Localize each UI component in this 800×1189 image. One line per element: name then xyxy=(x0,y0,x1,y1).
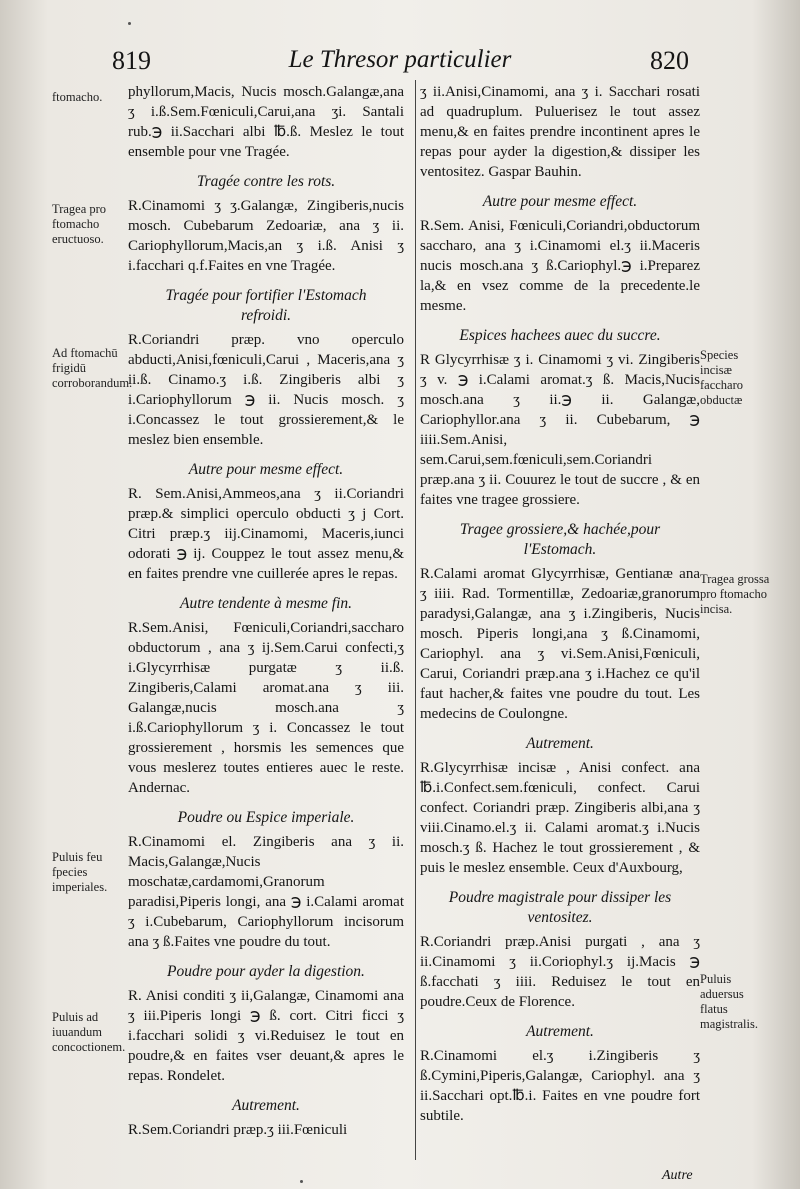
section-heading: Poudre pour ayder la digestion. xyxy=(167,963,365,980)
paragraph: R.Calami aromat Glycyrrhisæ, Gentianæ ana ʒ iiii. Rad. Tormentillæ, Zedoariæ,granorum paradysi,Galangæ, ana ʒ i.Zingiberis, Nucis mosch. Piperis longi,ana ʒ ß.Cinamomi, Cariophyl. ana ʒ vi.Sem.Anisi,Fœniculi, Carui, Coriandri præp.ana ʒ i.Hachez ce qu'il faut hacher,& faites vne poudre du tout. Les medecins de Coulongne. xyxy=(420,566,700,722)
page-number-left: 819 xyxy=(112,46,151,75)
section-heading: l'Estomach. xyxy=(523,541,597,558)
section-heading: Autre pour mesme effect. xyxy=(188,461,344,478)
ink-speck xyxy=(300,1180,303,1183)
running-header xyxy=(0,46,800,80)
paragraph: R Glycyrrhisæ ʒ i. Cinamomi ʒ vi. Zingiberis ʒ v. ℈ i.Calami aromat.ʒ ß. Macis,Nucis mosch.ana ʒ ii.℈ ii. Galangæ, Cariophyllor.ana ʒ ii. Cubebarum, ℈ iiii.Sem.Anisi, sem.Carui,sem.fœniculi,sem.Coriandri præp.ana ʒ ii. Couurez le tout de succre , & en faites vne tragee grossiere. xyxy=(420,352,700,508)
ink-speck xyxy=(128,22,131,25)
paragraph: R.Sem.Anisi, Fœniculi,Coriandri,saccharo obductorum , ana ʒ ij.Sem.Carui confecti,ʒ i.Glycyrrhisæ purgatæ ʒ ii.ß. Zingiberis,Calami aromat.ana ʒ iii. Galangæ,nucis mosch.ana ʒ i.ß.Cariophyllorum ʒ i. Concassez le tout grossierement , horsmis les semences que vous meslerez toutes entieres auec le reste. Andernac. xyxy=(128,620,404,796)
paragraph: R. Sem.Anisi,Ammeos,ana ʒ ii.Coriandri præp.& simplici operculo obducti ʒ j Cort. Citri præp.ʒ iij.Cinamomi, Maceris,iunci odorati ℈ ij. Couppez le tout assez menu,& en faites prendre vne cuillerée apres le repas. xyxy=(128,486,404,582)
paragraph: R. Anisi conditi ʒ ii,Galangæ, Cinamomi ana ʒ iii.Piperis longi ℈ ß. cort. Citri ficci ʒ i.facchari solidi ʒ vi.Reduisez le tout en poudre,& en faites vser deuant,& apres le repas. Rondelet. xyxy=(128,988,404,1084)
paragraph: R.Glycyrrhisæ incisæ , Anisi confect. ana ℔.i.Confect.sem.fœniculi, confect. Carui confect. Coriandri præp. Zingiberis albi,ana ʒ viii.Cinamo.el.ʒ ii. Calami aromat.ʒ i.Nucis mosch.ʒ ß. Hachez le tout grossierement , & puis le meslez ensemble. Ceux d'Auxbourg, xyxy=(420,760,700,876)
paragraph: R.Cinamomi el.ʒ i.Zingiberis ʒ ß.Cymini,Piperis,Galangæ, Cariophyl. ana ʒ ii.Sacchari opt.℔.i. Faites en vne poudre fort subtile. xyxy=(420,1048,700,1124)
section-heading: Autre tendente à mesme fin. xyxy=(179,595,353,612)
margin-note: ftomacho. xyxy=(52,90,103,104)
paragraph: R.Cinamomi ʒ ʒ.Galangæ, Zingiberis,nucis mosch. Cubebarum Zedoariæ, ana ʒ ii. Cariophyllorum,Macis,an ʒ i.ß. Anisi ʒ i.facchari q.f.Faites en vne Tragée. xyxy=(128,198,404,274)
page-number-right: 820 xyxy=(650,46,689,75)
section-heading: Autre pour mesme effect. xyxy=(482,193,638,210)
section-heading: Tragee grossiere,& hachée,pour xyxy=(459,521,661,538)
margin-note: Tragea pro ftomacho eructuoso. xyxy=(52,202,107,246)
paragraph: R.Sem. Anisi, Fœniculi,Coriandri,obductorum saccharo, ana ʒ i.Cinamomi el.ʒ ii.Maceris nucis mosch.ana ʒ ß.Cariophyl.℈ i.Preparez la,& en vsez comme de la precedente.le mesme. xyxy=(420,218,700,314)
margin-note: Species incisæ faccharo obductæ xyxy=(700,348,744,407)
margin-note: Puluis feu fpecies imperiales. xyxy=(52,850,108,894)
section-heading: Autrement. xyxy=(232,1097,300,1114)
paragraph: phyllorum,Macis, Nucis mosch.Galangæ,ana ʒ i.ß.Sem.Fœniculi,Carui,ana ʒi. Santali rub.℈ ii.Sacchari albi ℔.ß. Meslez le tout ensemble pour vne Tragée. xyxy=(128,84,404,160)
margin-note: Tragea grossa pro ftomacho incisa. xyxy=(700,572,770,616)
section-heading: Poudre magistrale pour dissiper les xyxy=(448,889,672,906)
paragraph: R.Coriandri præp.Anisi purgati , ana ʒ ii.Cinamomi ʒ ii.Coriophyl.ʒ ij.Macis ℈ ß.facchati ʒ iiii. Reduisez le tout en poudre.Ceux de Florence. xyxy=(420,934,700,1010)
section-heading: Autrement. xyxy=(526,1023,594,1040)
catchword: Autre xyxy=(662,1168,693,1183)
section-heading: Tragée pour fortifier l'Estomach xyxy=(165,287,367,304)
right-column xyxy=(420,82,700,1132)
section-heading: ventositez. xyxy=(527,909,593,926)
section-heading: Tragée contre les rots. xyxy=(196,173,336,190)
paragraph: R.Cinamomi el. Zingiberis ana ʒ ii. Macis,Galangæ,Nucis moschatæ,cardamomi,Granorum paradisi,Piperis longi, ana ℈ i.Calami aromat ʒ i.Cubebarum, Cariophyllorum incisorum ana ʒ ß.Faites vne poudre du tout. xyxy=(128,834,404,950)
margin-note: Ad ftomachū frigidū corroborandum. xyxy=(52,346,133,390)
section-heading: Autrement. xyxy=(526,735,594,752)
section-heading: Poudre ou Espice imperiale. xyxy=(177,809,355,826)
margin-note: Puluis aduersus flatus magistralis. xyxy=(700,972,758,1031)
paragraph: ʒ ii.Anisi,Cinamomi, ana ʒ i. Sacchari rosati ad quadruplum. Puluerisez le tout assez menu,& en faites prendre incontinent apres le repas pour ayder la digestion,& dissiper les ventositez. Gaspar Bauhin. xyxy=(420,84,700,180)
section-heading: refroidi. xyxy=(240,307,292,324)
running-title: Le Thresor particulier xyxy=(288,46,512,73)
left-column xyxy=(128,82,404,1146)
section-heading: Espices hachees auec du succre. xyxy=(459,327,661,344)
paragraph: R.Coriandri præp. vno operculo abducti,Anisi,fœniculi,Carui , Maceris,ana ʒ ii.ß. Cinamo.ʒ i.ß. Zingiberis albi ʒ i.Cariophyllorum ℈ ii. Nucis mosch. ʒ i.Concassez le tout grossierement,& le meslez bien ensemble. xyxy=(128,332,404,448)
column-divider xyxy=(415,80,416,1160)
margin-note: Puluis ad iuuandum concoctionem. xyxy=(52,1010,126,1054)
paragraph: R.Sem.Coriandri præp.ʒ iii.Fœniculi xyxy=(128,1122,348,1138)
